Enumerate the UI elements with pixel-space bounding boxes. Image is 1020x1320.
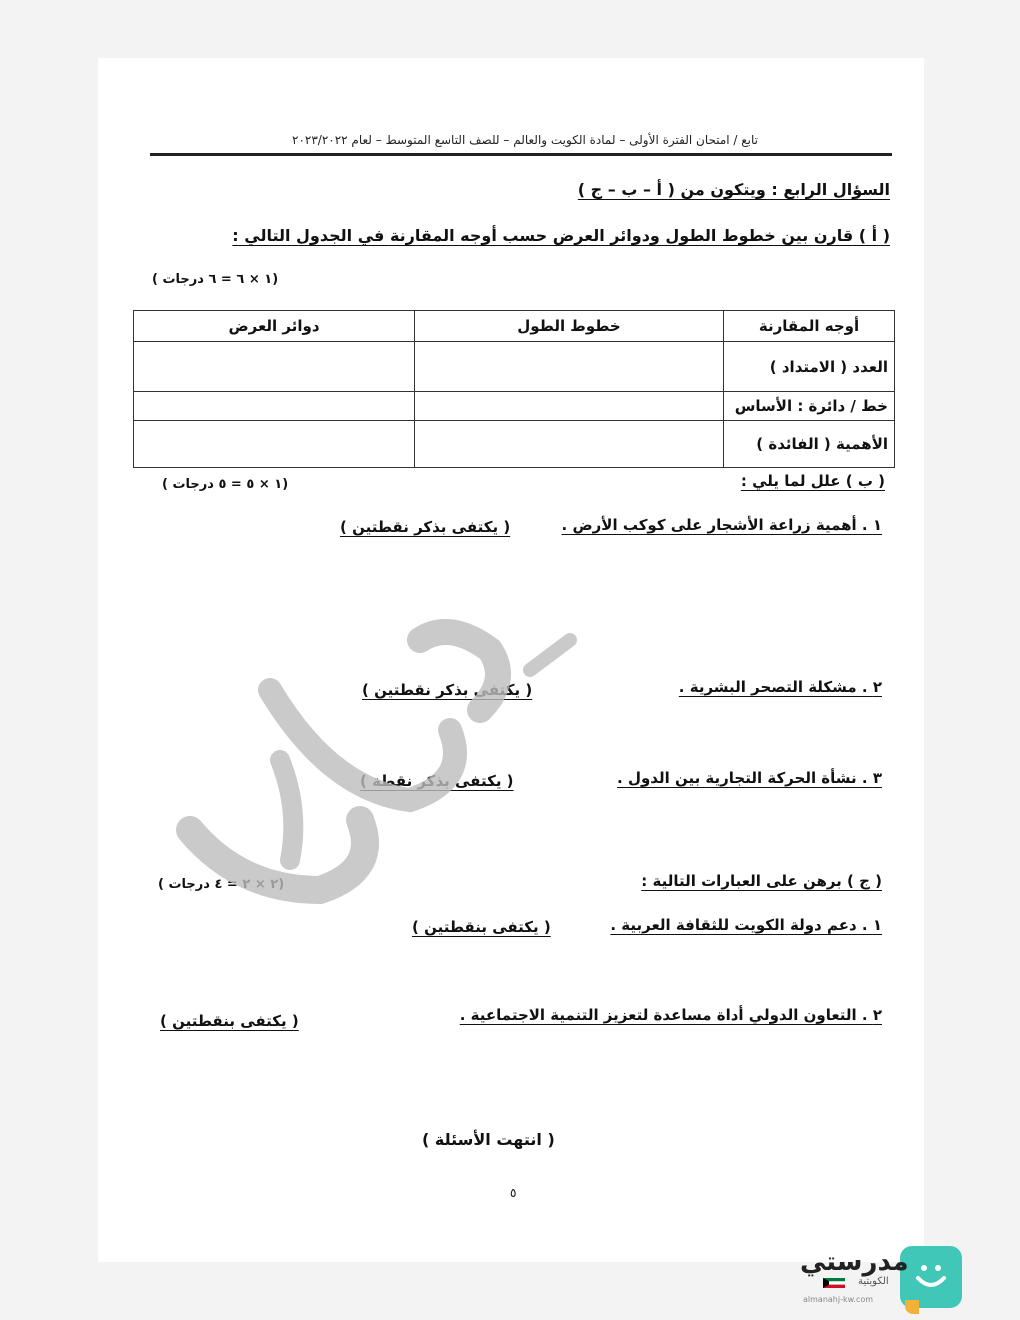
part-b-title: ( ب ) علل لما يلي : (740, 472, 885, 490)
answer-cell[interactable] (134, 342, 415, 392)
brand-url[interactable]: almanahj-kw.com (803, 1295, 874, 1304)
table-header-row (134, 311, 895, 342)
brand-logo-tail (905, 1300, 919, 1314)
proof-item-2: ٢ . التعاون الدولي أداة مساعدة لتعزيز التنمية الاجتماعية . (459, 1006, 882, 1024)
answer-cell[interactable] (134, 421, 415, 468)
end-of-questions: ( انتهت الأسئلة ) (422, 1130, 555, 1149)
reason-hint-1: ( يكتفى بذكر نقطتين ) (340, 518, 511, 536)
reason-item-3: ٣ . نشأة الحركة التجارية بين الدول . (617, 769, 882, 787)
part-b-grade: (١ × ٥ = ٥ درجات ) (162, 477, 289, 492)
answer-cell[interactable] (415, 421, 724, 468)
part-c-title: ( ج ) برهن على العبارات التالية : (641, 872, 882, 890)
header-cell: أوجه المقارنة (724, 311, 895, 342)
proof-hint-2: ( يكتفى بنقطتين ) (160, 1012, 299, 1030)
table-row (134, 421, 895, 468)
comparison-table (133, 310, 895, 468)
page-number: ٥ (510, 1186, 517, 1200)
exam-header: تابع / امتحان الفترة الأولى – لمادة الكويت والعالم – للصف التاسع المتوسط – لعام ٢٠٢٣/٢٠٢٢ (292, 133, 758, 147)
answer-cell[interactable] (415, 342, 724, 392)
reason-item-1: ١ . أهمية زراعة الأشجار على كوكب الأرض . (561, 516, 882, 534)
part-c-grade: (٢ × ٢ = ٤ درجات ) (158, 877, 285, 892)
row-label: الأهمية ( الفائدة ) (724, 421, 895, 468)
header-cell: دوائر العرض (134, 311, 415, 342)
reason-hint-3: ( يكتفى بذكر نقطة ) (360, 772, 514, 790)
row-label: العدد ( الامتداد ) (724, 342, 895, 392)
proof-hint-1: ( يكتفى بنقطتين ) (412, 918, 551, 936)
brand-subtitle: الكويتية (858, 1276, 889, 1287)
table-row (134, 392, 895, 421)
proof-item-1: ١ . دعم دولة الكويت للثقافة العربية . (610, 916, 882, 934)
part-a-title: ( أ ) قارن بين خطوط الطول ودوائر العرض حسب أوجه المقارنة في الجدول التالي : (232, 226, 890, 245)
reason-hint-2: ( يكتفى بذكر نقطتين ) (362, 681, 533, 699)
kuwait-flag-icon (823, 1278, 845, 1288)
brand-name: مدرستي (800, 1247, 909, 1277)
brand-logo-icon (900, 1246, 962, 1308)
header-rule (150, 153, 892, 156)
reason-item-2: ٢ . مشكلة التصحر البشرية . (678, 678, 882, 696)
row-label: خط / دائرة : الأساس (724, 392, 895, 421)
question-title: السؤال الرابع : ويتكون من ( أ – ب – ج ) (577, 180, 890, 199)
table-row (134, 342, 895, 392)
answer-cell[interactable] (134, 392, 415, 421)
answer-cell[interactable] (415, 392, 724, 421)
part-a-grade: (١ × ٦ = ٦ درجات ) (152, 272, 279, 287)
header-cell: خطوط الطول (415, 311, 724, 342)
